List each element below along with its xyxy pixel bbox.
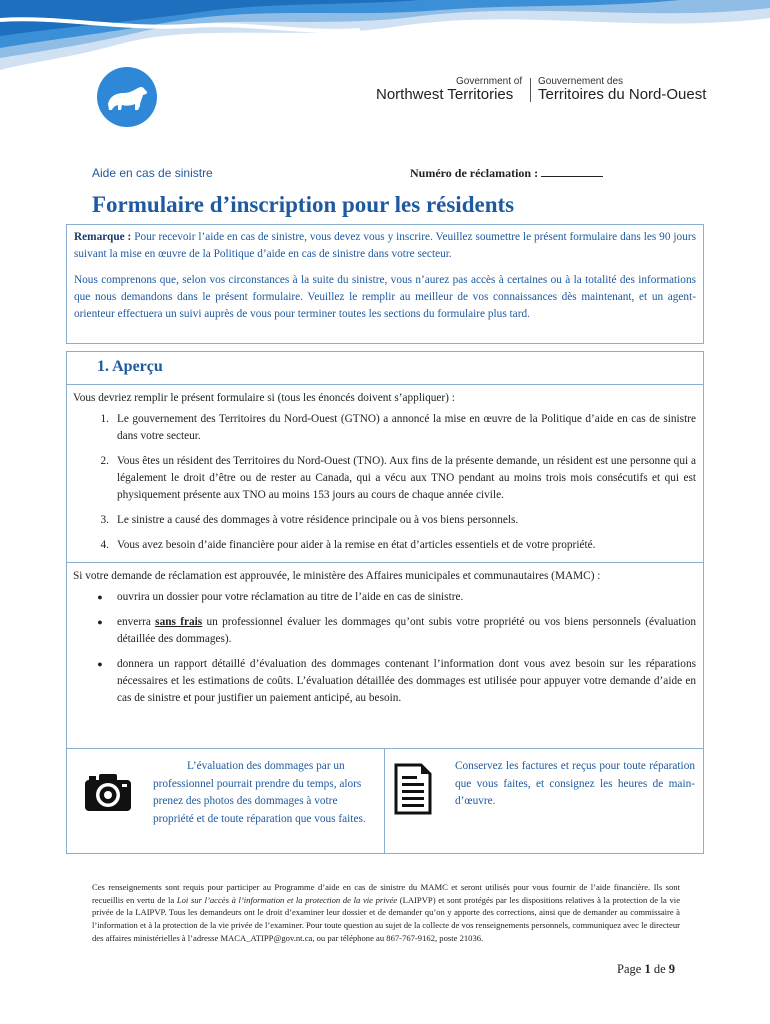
- list-item: 3. Le sinistre a causé des dommages à votre résidence principale ou à vos biens personnels.: [100, 514, 519, 526]
- document-icon: [394, 763, 432, 815]
- form-title: Formulaire d’inscription pour les résidents: [92, 192, 515, 217]
- intro-paragraph: Nous comprenons que, selon vos circonstances à la suite du sinistre, vous n’aurez pas accès à certaines ou à la totalité des informations que nous demandons dans le présent formulaire. Veuillez le remplir au meilleur de vos connaissances dès maintenant, et un agent-orienteur effectuera un suivi auprès de vous pour terminer toutes les sections du formulaire plus tard.: [74, 274, 696, 320]
- list-item: ● donnera un rapport détaillé d’évaluation des dommages contenant l’information dont vous avez besoin sur les réparations nécessaires et les estimations de coûts. L’évaluation détaillée des dommages est utilisée pour appuyer votre demande d’aide en cas de sinistre et pour justifier un paiement anticipé, au besoin.: [97, 658, 696, 704]
- photo-tip: [67, 749, 385, 854]
- approval-list: [67, 589, 703, 707]
- tips-row: [67, 748, 703, 854]
- claim-number-label: Numéro de réclamation :: [410, 166, 603, 181]
- gov-fr-title: Territoires du Nord-Ouest: [538, 86, 707, 103]
- photo-tip-text: L’évaluation des dommages par un professionnel pourrait prendre du temps, alors prenez des photos des dommages à votre propriété et de toute réparation que vous faites.: [153, 760, 366, 825]
- section-heading: 1. Aperçu: [67, 352, 703, 385]
- list-item: ● enverra sans frais un professionnel évaluer les dommages qu’ont subis votre propriété ou vos biens personnels (évaluation détaillée des dommages).: [97, 616, 697, 645]
- list-item: ● ouvrira un dossier pour votre réclamation au titre de l’aide en cas de sinistre.: [97, 591, 464, 603]
- receipts-tip-text: Conservez les factures et reçus pour toute réparation que vous faites, et consignez les heures de main-d’œuvre.: [455, 760, 695, 807]
- page-number: Page 1 de 9: [617, 962, 675, 976]
- gov-divider: [530, 78, 531, 102]
- gov-en-small: Government of: [456, 76, 523, 87]
- list-item: 1. Le gouvernement des Territoires du Nord-Ouest (GTNO) a annoncé la mise en œuvre de la Politique d’aide en cas de sinistre dans votre secteur.: [100, 413, 696, 442]
- list-item: 4. Vous avez besoin d’aide financière pour aider à la remise en état d’articles essentiels et de votre propriété.: [100, 539, 596, 551]
- gov-fr-small: Gouvernement des: [538, 76, 624, 87]
- conditions-lead: Vous devriez remplir le présent formulaire si (tous les énoncés doivent s’appliquer) :: [73, 392, 455, 404]
- claim-number-field[interactable]: [541, 167, 603, 177]
- list-item: 2. Vous êtes un résident des Territoires du Nord-Ouest (TNO). Aux fins de la présente demande, un résident est une personne qui a légalement le droit d’être ou de rester au Canada, qui a vécu aux TNO pendant au moins trois mois consécutifs et qui est physiquement présente aux TNO au moins 153 jours au cours de chaque année civile.: [100, 455, 696, 501]
- section-overview: [66, 351, 704, 854]
- intro-remark: Remarque : Pour recevoir l’aide en cas de sinistre, vous devez vous y inscrire. Veuillez soumettre le présent formulaire dans les 90 jours suivant la mise en œuvre de la Politique d’aide en cas de sinistre dans votre secteur.: [74, 231, 696, 260]
- intro-box: [66, 224, 704, 344]
- privacy-notice: Ces renseignements sont requis pour participer au Programme d’aide en cas de sinistre du MAMC et seront utilisés pour vous fournir de l’aide financière. Ils sont recueillis en vertu de la Loi sur l’accès à l’information et la protection de la vie privée (LAIPVP) et sont protégés par les dispositions relatives à la protection de la vie privée de la LAIPVP. Tous les demandeurs ont le droit d’examiner leur dossier et de demander qu’on y apporte des corrections, ainsi que de demander au commissaire à l’information et à la protection de la vie privée de l’examiner. Pour toute question au sujet de la collecte de vos renseignements personnels, communiquez avec le directeur des affaires ministérielles à l’adresse MACA_ATIPP@gov.nt.ca, ou par téléphone au 867-767-9162, poste 21036.: [92, 882, 681, 943]
- polar-bear-logo-icon: [96, 66, 158, 128]
- program-name: Aide en cas de sinistre: [92, 166, 213, 180]
- conditions-list: [67, 411, 703, 554]
- receipts-tip: [385, 749, 703, 854]
- approved-lead: Si votre demande de réclamation est approuvée, le ministère des Affaires municipales et communautaires (MAMC) :: [73, 570, 601, 582]
- camera-icon: [85, 773, 131, 811]
- gov-en-title: Northwest Territories: [376, 86, 514, 103]
